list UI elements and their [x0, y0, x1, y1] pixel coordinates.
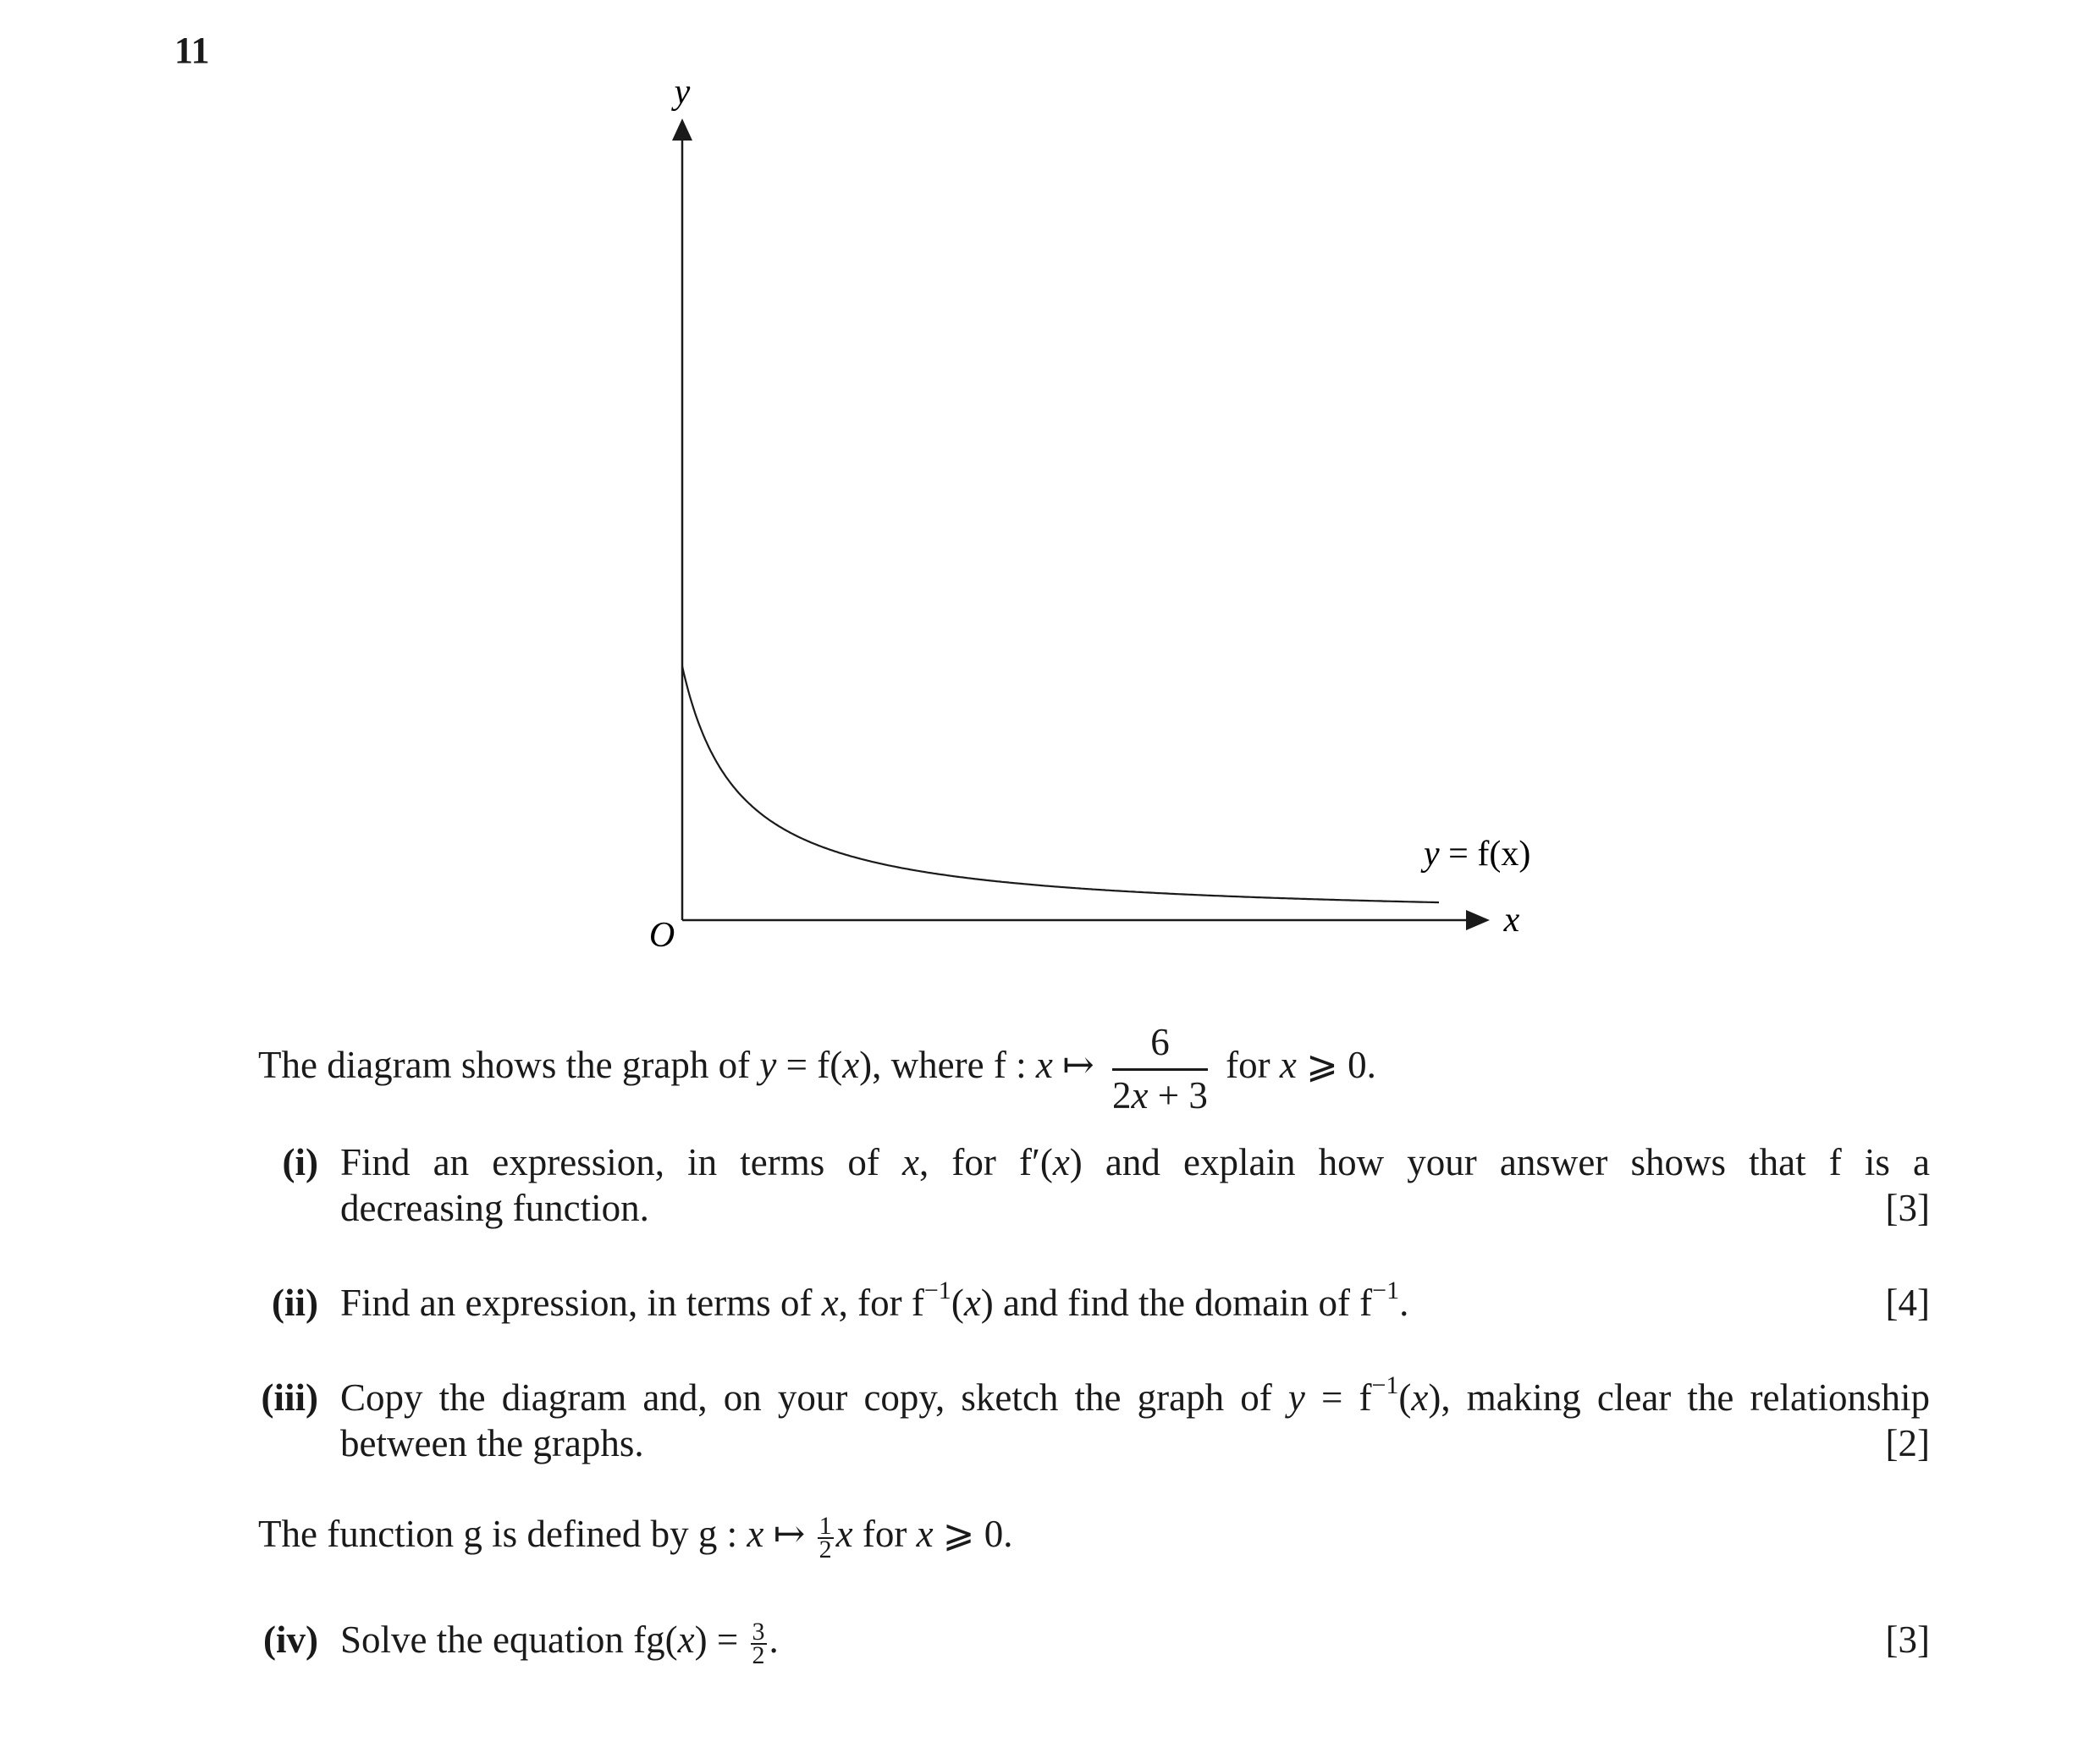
g-tail-b: ⩾ 0. — [933, 1513, 1013, 1555]
y-axis-label: y — [674, 73, 691, 112]
maps-to-symbol: ↦ — [1052, 1043, 1094, 1086]
intro-eq: = f( — [776, 1043, 843, 1086]
var-x: x — [677, 1618, 695, 1661]
three-halves-fraction — [751, 1617, 767, 1669]
y-axis-arrow — [672, 119, 692, 141]
text: = f — [1304, 1376, 1372, 1419]
intro-tail: for — [1226, 1043, 1280, 1086]
part-body — [340, 1371, 1930, 1466]
curve-label — [1420, 835, 1530, 874]
var-x: x — [1035, 1043, 1053, 1086]
intro-text: The diagram shows the graph of — [258, 1043, 760, 1086]
var-x: x — [747, 1513, 764, 1555]
var-x: x — [916, 1513, 934, 1555]
var-x: x — [1411, 1376, 1429, 1419]
part-i-line1: Find an expression, in terms of x, for f′(x) and explain how your answer shows that f is a — [340, 1141, 1930, 1183]
g-definition — [258, 1510, 1013, 1561]
half-fraction — [818, 1511, 834, 1563]
curve-label-rest: = f(x) — [1439, 835, 1531, 874]
origin-label: O — [648, 916, 675, 955]
marks: [2] — [1885, 1422, 1930, 1464]
part-body — [340, 1277, 1930, 1326]
function-curve — [682, 666, 1439, 902]
var-x: x — [963, 1282, 981, 1324]
text: Solve the equation fg( — [340, 1618, 678, 1661]
fraction-numerator: 6 — [1112, 1017, 1208, 1071]
text: ( — [1398, 1376, 1412, 1419]
g-tail: for — [852, 1513, 917, 1555]
curve-label-y: y — [1424, 835, 1440, 874]
part-iv — [245, 1617, 1930, 1668]
maps-to-symbol: ↦ — [763, 1513, 815, 1555]
part-label: (iii) — [261, 1376, 318, 1419]
text: Copy the diagram and, on your copy, sketch the graph of — [340, 1376, 1288, 1419]
var-y: y — [1287, 1376, 1305, 1419]
inverse-superscript: −1 — [1372, 1277, 1400, 1304]
text: . — [769, 1618, 779, 1661]
part-iii — [245, 1371, 1930, 1468]
marks: [4] — [1885, 1282, 1930, 1324]
var-x: x — [835, 1513, 853, 1555]
part-i-line2: decreasing function. — [340, 1187, 649, 1229]
inverse-superscript: −1 — [1371, 1371, 1399, 1399]
part-ii — [245, 1277, 1930, 1331]
text: ) = — [694, 1618, 748, 1661]
part-i-line2-row — [340, 1185, 1930, 1231]
var-x: x — [842, 1043, 860, 1086]
function-fraction — [1112, 1017, 1208, 1120]
intro-eq-b: ), where f : — [859, 1043, 1036, 1086]
x-axis-arrow — [1466, 910, 1490, 930]
fraction-denominator: 2 — [819, 1535, 832, 1563]
g-text: The function g is defined by g : — [258, 1513, 747, 1555]
question-number: 11 — [174, 30, 210, 71]
text: , for f — [838, 1282, 924, 1324]
var-y: y — [759, 1043, 777, 1086]
part-label: (iv) — [263, 1618, 318, 1661]
fraction-numerator: 3 — [752, 1617, 765, 1646]
part-body — [340, 1139, 1930, 1231]
part-iii-line2-row — [340, 1420, 1930, 1466]
var-x: x — [1279, 1043, 1297, 1086]
text: ), making clear the relationship — [1428, 1376, 1930, 1419]
text: ( — [951, 1282, 964, 1324]
part-label: (ii) — [272, 1282, 318, 1324]
part-i — [245, 1139, 1930, 1232]
marks: [3] — [1885, 1618, 1930, 1661]
text: Find an expression, in terms of — [340, 1282, 822, 1324]
fraction-numerator: 1 — [819, 1511, 832, 1540]
part-label: (i) — [282, 1141, 318, 1183]
fraction-denominator: 2x + 3 — [1112, 1074, 1208, 1117]
intro-tail-b: ⩾ 0. — [1296, 1043, 1376, 1086]
part-body — [340, 1617, 1930, 1667]
marks: [3] — [1885, 1187, 1930, 1229]
var-x: x — [821, 1282, 839, 1324]
text: ) and find the domain of f — [980, 1282, 1373, 1324]
intro-statement — [258, 1017, 1376, 1120]
text: . — [1399, 1282, 1409, 1324]
part-iii-line1 — [340, 1371, 1930, 1420]
fraction-denominator: 2 — [752, 1640, 765, 1669]
inverse-superscript: −1 — [923, 1277, 951, 1304]
part-iii-line2: between the graphs. — [340, 1422, 644, 1464]
x-axis-label: x — [1503, 901, 1520, 940]
